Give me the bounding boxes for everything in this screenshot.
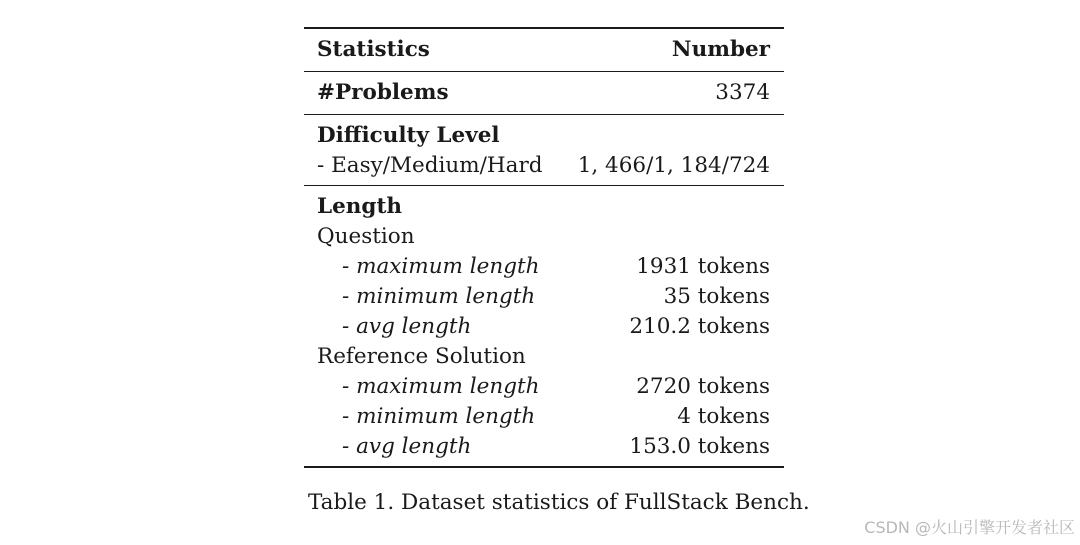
question-max-value: 1931 tokens [636, 254, 770, 279]
length-title: Length [317, 194, 403, 219]
question-title: Question [317, 224, 415, 249]
problems-label: #Problems [317, 80, 449, 105]
difficulty-row [304, 151, 784, 185]
table-bottom-rule [304, 466, 784, 468]
length-title-row [304, 186, 784, 222]
problems-row [304, 72, 784, 114]
reference-avg-label: - avg length [342, 434, 472, 459]
reference-title: Reference Solution [317, 344, 526, 369]
reference-title-row [304, 342, 784, 372]
problems-value: 3374 [715, 80, 770, 105]
table-row [304, 282, 784, 312]
table-row [304, 432, 784, 466]
question-max-label: - maximum length [342, 254, 540, 279]
difficulty-title: Difficulty Level [317, 123, 500, 148]
reference-min-label: - minimum length [342, 404, 536, 429]
header-number: Number [671, 37, 770, 62]
table-row [304, 252, 784, 282]
reference-max-label: - maximum length [342, 374, 540, 399]
header-statistics: Statistics [317, 37, 430, 62]
table-row [304, 372, 784, 402]
table-caption: Table 1. Dataset statistics of FullStack Bench. [308, 490, 810, 515]
question-avg-label: - avg length [342, 314, 472, 339]
table-row [304, 402, 784, 432]
difficulty-label: - Easy/Medium/Hard [317, 153, 543, 178]
reference-min-value: 4 tokens [677, 404, 770, 429]
table-header-row [304, 29, 784, 71]
reference-avg-value: 153.0 tokens [629, 434, 770, 459]
question-min-value: 35 tokens [663, 284, 770, 309]
question-avg-value: 210.2 tokens [629, 314, 770, 339]
difficulty-value: 1, 466/1, 184/724 [577, 153, 770, 178]
statistics-table [304, 27, 784, 468]
table-row [304, 312, 784, 342]
question-min-label: - minimum length [342, 284, 536, 309]
question-title-row [304, 222, 784, 252]
difficulty-title-row [304, 115, 784, 151]
reference-max-value: 2720 tokens [636, 374, 770, 399]
watermark: CSDN @火山引擎开发者社区 [864, 518, 1075, 537]
